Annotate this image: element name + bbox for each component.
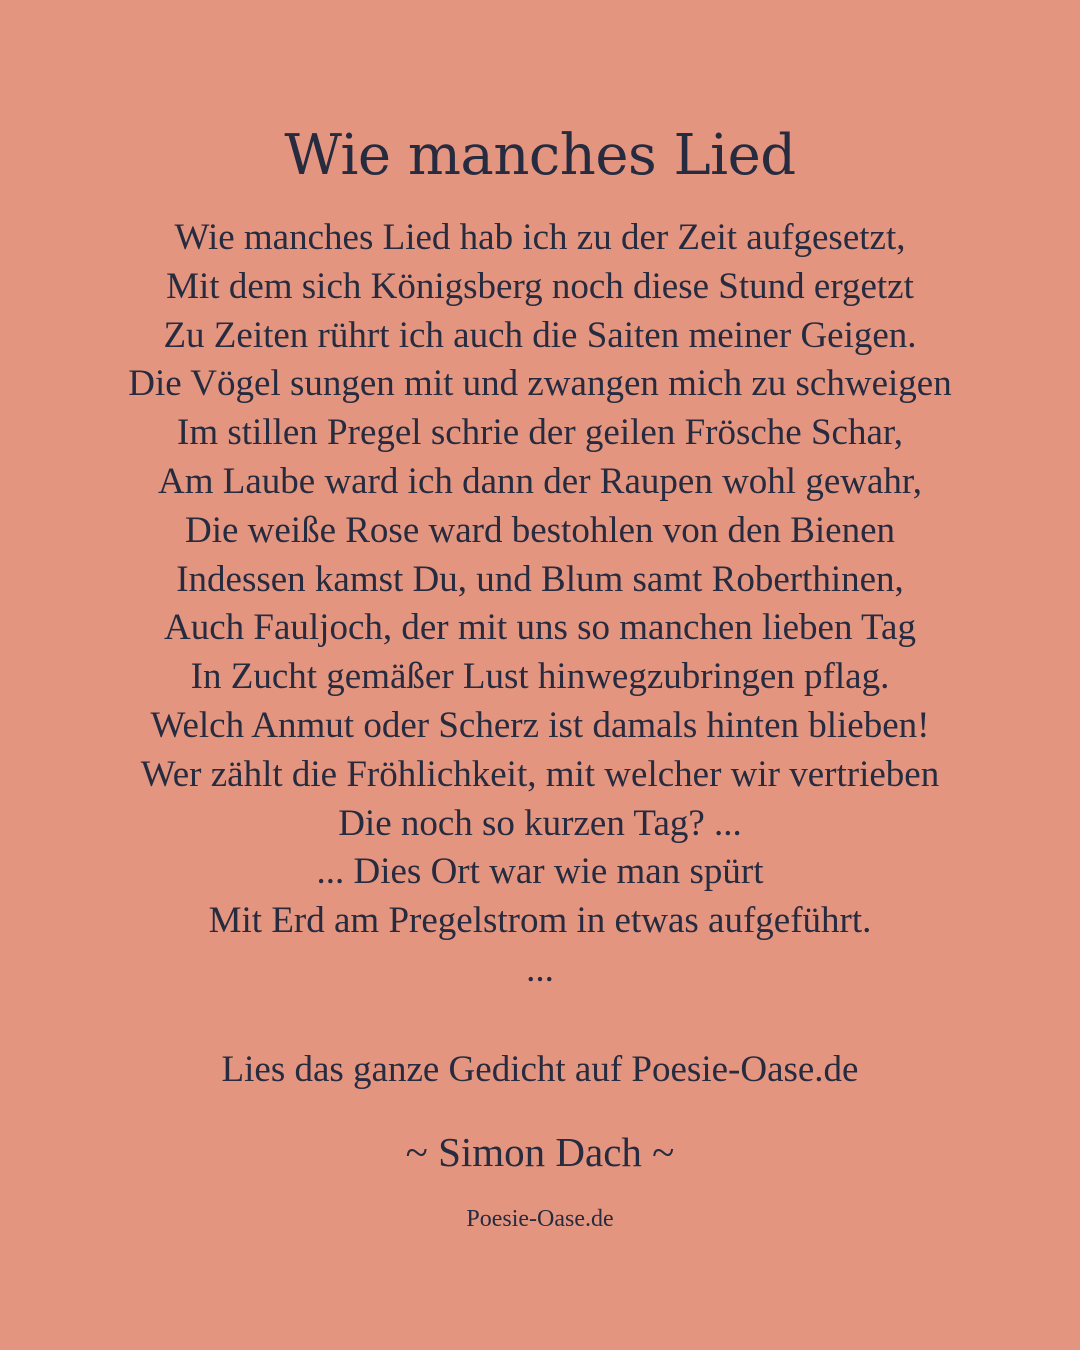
poem-title: Wie manches Lied	[284, 123, 796, 188]
poem-line: Welch Anmut oder Scherz ist damals hinten blieben!	[150, 704, 930, 746]
poem-line: Auch Fauljoch, der mit uns so manchen lieben Tag	[164, 607, 916, 649]
author-name: ~ Simon Dach ~	[405, 1129, 675, 1175]
read-more-text: Lies das ganze Gedicht auf Poesie-Oase.de	[221, 1049, 859, 1090]
poem-line: Mit dem sich Königsberg noch diese Stund ergetzt	[166, 265, 914, 307]
poem-line: ...	[526, 948, 554, 990]
poem-line: ... Dies Ort war wie man spürt	[316, 851, 764, 893]
poem-line: Indessen kamst Du, und Blum samt Roberthinen,	[176, 558, 904, 600]
site-watermark: Poesie-Oase.de	[466, 1206, 614, 1232]
poem-text	[0, 214, 1080, 995]
poem-line: Die Vögel sungen mit und zwangen mich zu schweigen	[128, 363, 952, 405]
poem-line: Die weiße Rose ward bestohlen von den Bienen	[184, 509, 895, 551]
poem-line: In Zucht gemäßer Lust hinwegzubringen pflag.	[190, 656, 890, 698]
poem-line: Wie manches Lied hab ich zu der Zeit aufgesetzt,	[174, 217, 906, 258]
poem-line: Wer zählt die Fröhlichkeit, mit welcher wir vertrieben	[140, 753, 940, 795]
poem-line: Im stillen Pregel schrie der geilen Frösche Schar,	[177, 412, 903, 454]
poem-line: Die noch so kurzen Tag? ...	[338, 802, 742, 844]
poem-line: Am Laube ward ich dann der Raupen wohl gewahr,	[158, 460, 922, 502]
poem-line: Zu Zeiten rührt ich auch die Saiten meiner Geigen.	[163, 314, 917, 356]
poem-line: Mit Erd am Pregelstrom in etwas aufgeführt.	[208, 900, 872, 942]
